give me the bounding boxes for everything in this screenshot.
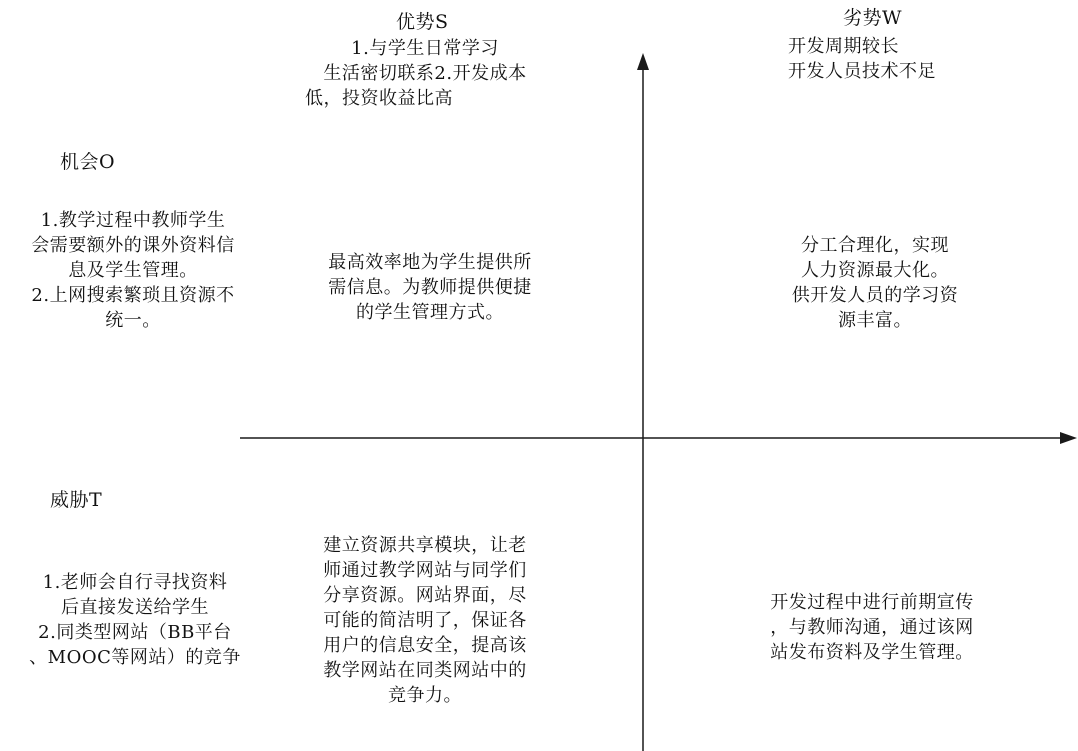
- text-line: 人力资源最大化。: [801, 260, 949, 281]
- text-line: 会需要额外的课外资料信: [31, 235, 235, 256]
- text-line: 1.与学生日常学习: [351, 38, 499, 59]
- text-line: 竞争力。: [388, 685, 462, 706]
- opportunities-text: [8, 208, 258, 333]
- wt-strategy-text: [747, 590, 997, 665]
- text-line: 低，投资收益比高: [305, 88, 453, 109]
- threats-text: [10, 570, 260, 670]
- st-strategy-text: [300, 533, 550, 708]
- text-line: 开发人员技术不足: [788, 61, 936, 82]
- text-line: 统一。: [105, 310, 161, 331]
- text-line: 可能的简洁明了，保证各: [323, 610, 527, 631]
- text-line: 教学网站在同类网站中的: [323, 660, 527, 681]
- text-line: 2.同类型网站（BB平台: [38, 622, 232, 643]
- weaknesses-text: [788, 34, 936, 84]
- text-line: 开发过程中进行前期宣传: [770, 592, 974, 613]
- opportunities-header: 机会O: [60, 151, 116, 173]
- strengths-header: 优势S: [396, 11, 449, 33]
- text-line: 建立资源共享模块，让老: [323, 535, 527, 556]
- text-line: 1.教学过程中教师学生: [40, 210, 226, 231]
- text-line: 分享资源。网站界面，尽: [323, 585, 527, 606]
- text-line: 的学生管理方式。: [356, 302, 504, 323]
- text-line: 生活密切联系2.开发成本: [323, 63, 527, 84]
- text-line: 站发布资料及学生管理。: [770, 642, 974, 663]
- vertical-axis-arrowhead: [637, 53, 649, 70]
- text-line: 源丰富。: [838, 310, 912, 331]
- weaknesses-header: 劣势W: [843, 7, 903, 29]
- text-line: 供开发人员的学习资: [791, 285, 959, 306]
- text-line: 后直接发送给学生: [61, 597, 209, 618]
- text-line: 最高效率地为学生提供所: [328, 252, 532, 273]
- text-line: 1.老师会自行寻找资料: [42, 572, 228, 593]
- text-line: 师通过教学网站与同学们: [323, 560, 527, 581]
- threats-header: 威胁T: [50, 489, 103, 511]
- strengths-text: [305, 36, 545, 111]
- text-line: ，与教师沟通，通过该网: [770, 617, 974, 638]
- text-line: 需信息。为教师提供便捷: [328, 277, 532, 298]
- text-line: 、MOOC等网站）的竞争: [29, 647, 241, 668]
- text-line: 分工合理化，实现: [801, 235, 949, 256]
- wo-strategy-text: [760, 233, 990, 333]
- text-line: 开发周期较长: [788, 36, 899, 57]
- text-line: 息及学生管理。: [68, 260, 198, 281]
- so-strategy-text: [305, 250, 555, 325]
- horizontal-axis-arrowhead: [1060, 432, 1077, 444]
- text-line: 2.上网搜索繁琐且资源不: [31, 285, 235, 306]
- text-line: 用户的信息安全，提高该: [323, 635, 527, 656]
